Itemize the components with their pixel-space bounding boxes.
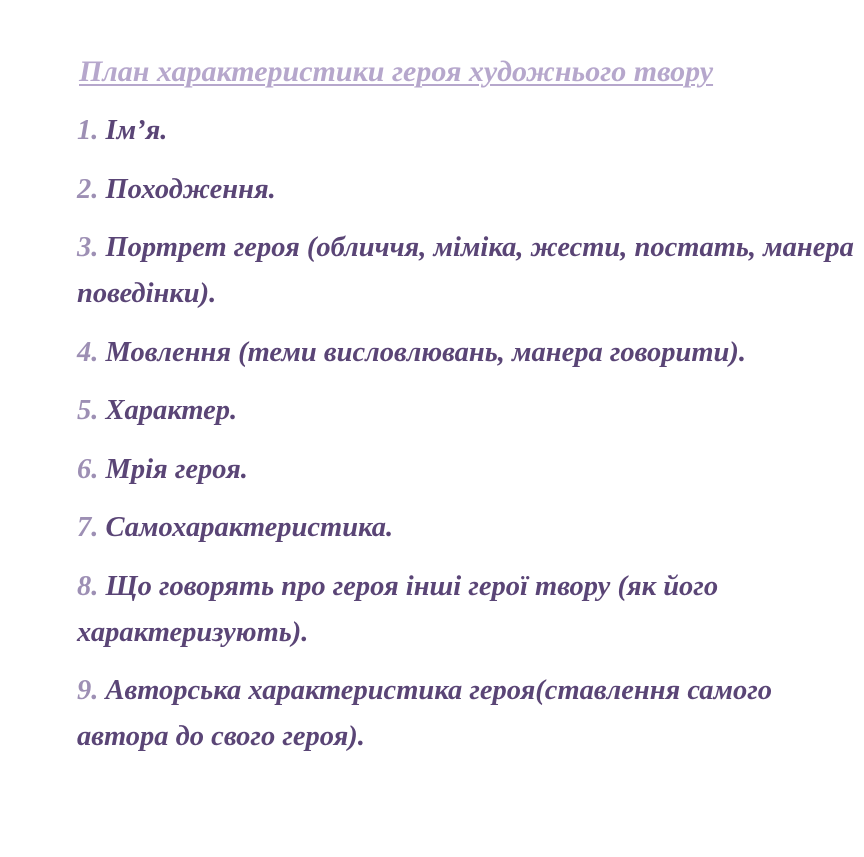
plan-item-number: 6. xyxy=(77,453,99,485)
plan-item-text: Авторська характеристика героя(ставлення самого автора до свого героя). xyxy=(77,675,773,752)
plan-item-number: 3. xyxy=(77,232,99,263)
plan-item-7 xyxy=(77,505,857,551)
plan-item-1 xyxy=(77,108,857,154)
plan-item-text: Мрія героя. xyxy=(105,453,248,485)
plan-list xyxy=(77,108,857,773)
plan-item-text: Ім’я. xyxy=(105,115,168,146)
plan-item-3 xyxy=(77,225,857,317)
plan-item-number: 4. xyxy=(77,336,99,368)
plan-item-number: 9. xyxy=(77,675,99,706)
plan-item-text: Портрет героя (обличчя, міміка, жести, постать, манера поведінки). xyxy=(77,232,854,309)
plan-item-2 xyxy=(77,167,857,213)
plan-item-8 xyxy=(77,564,857,656)
plan-item-text: Мовлення (теми висловлювань, манера говорити). xyxy=(105,336,747,368)
plan-item-number: 2. xyxy=(77,173,99,205)
plan-item-9 xyxy=(77,668,857,760)
plan-item-number: 1. xyxy=(77,115,99,146)
plan-item-text: Самохарактеристика. xyxy=(105,512,394,543)
plan-item-number: 7. xyxy=(77,512,99,543)
plan-item-text: Характер. xyxy=(105,395,238,426)
plan-item-5 xyxy=(77,388,857,434)
plan-item-6 xyxy=(77,447,857,493)
document-title: План характеристики героя художнього твору xyxy=(79,55,714,88)
plan-item-number: 8. xyxy=(77,570,99,602)
plan-item-4 xyxy=(77,330,857,376)
plan-item-text: Що говорять про героя інші герої твору (як його характеризують). xyxy=(77,570,719,648)
plan-item-text: Походження. xyxy=(105,173,276,205)
plan-item-number: 5. xyxy=(77,395,99,426)
